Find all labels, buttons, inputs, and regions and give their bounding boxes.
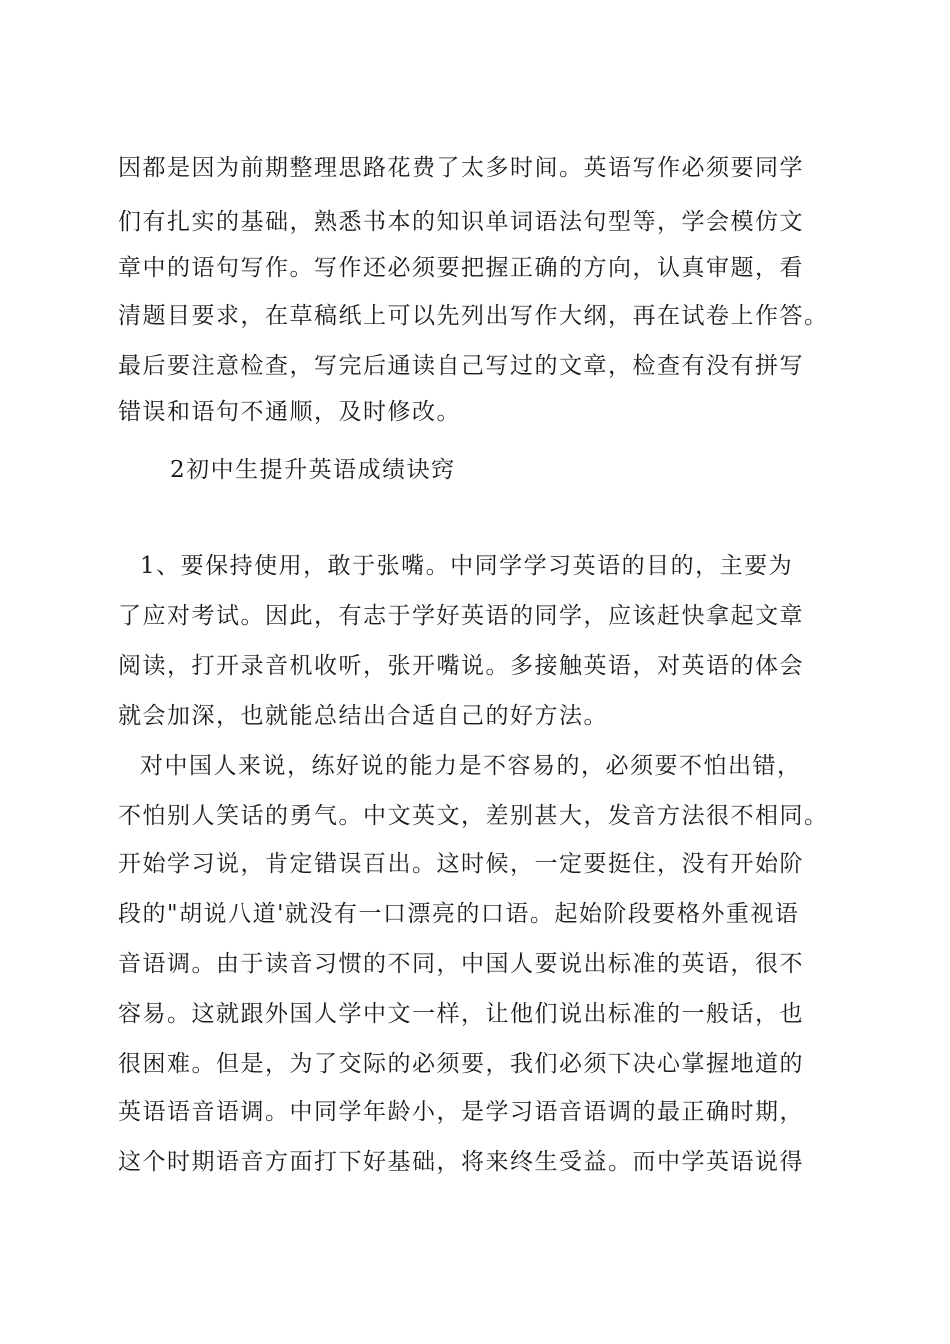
paragraph-1-line-6: 错误和语句不通顺，及时修改。 xyxy=(118,399,461,425)
paragraph-1-line-1: 因都是因为前期整理思路花费了太多时间。英语写作必须要同学 xyxy=(118,155,804,181)
paragraph-3-line-8: 英语语音语调。中同学年龄小，是学习语音语调的最正确时期， xyxy=(118,1099,804,1125)
paragraph-1-line-5: 最后要注意检查，写完后通读自己写过的文章，检查有没有拼写 xyxy=(118,353,804,379)
paragraph-3-line-9: 这个时期语音方面打下好基础，将来终生受益。而中学英语说得 xyxy=(118,1149,804,1175)
paragraph-3-line-3: 开始学习说，肯定错误百出。这时候，一定要挺住，没有开始阶 xyxy=(118,851,804,877)
paragraph-3-line-1: 对中国人来说，练好说的能力是不容易的，必须要不怕出错， xyxy=(140,753,802,779)
paragraph-2-line-2: 了应对考试。因此，有志于学好英语的同学，应该赶快拿起文章 xyxy=(118,603,804,629)
paragraph-2-line-4: 就会加深，也就能总结出合适自己的好方法。 xyxy=(118,703,608,729)
paragraph-3-line-2: 不怕别人笑话的勇气。中文英文，差别甚大，发音方法很不相同。 xyxy=(118,803,829,829)
paragraph-2-line-1: 1、要保持使用，敢于张嘴。中同学学习英语的目的，主要为 xyxy=(140,553,794,579)
paragraph-1-line-4: 清题目要求，在草稿纸上可以先列出写作大纲，再在试卷上作答。 xyxy=(118,303,829,329)
paragraph-3-line-6: 容易。这就跟外国人学中文一样，让他们说出标准的一般话，也 xyxy=(118,1001,804,1027)
paragraph-3-line-5: 音语调。由于读音习惯的不同，中国人要说出标准的英语，很不 xyxy=(118,951,804,977)
paragraph-1-line-2: 们有扎实的基础，熟悉书本的知识单词语法句型等，学会模仿文 xyxy=(118,209,804,235)
paragraph-1-line-3: 章中的语句写作。写作还必须要把握正确的方向，认真审题，看 xyxy=(118,255,804,281)
paragraph-3-line-4: 段的"胡说八道'就没有一口漂亮的口语。起始阶段要格外重视语 xyxy=(118,901,800,927)
section-heading: 2初中生提升英语成绩诀窍 xyxy=(170,457,456,483)
paragraph-2-line-3: 阅读，打开录音机收听，张开嘴说。多接触英语，对英语的体会 xyxy=(118,653,804,679)
paragraph-3-line-7: 很困难。但是，为了交际的必须要，我们必须下决心掌握地道的 xyxy=(118,1051,804,1077)
